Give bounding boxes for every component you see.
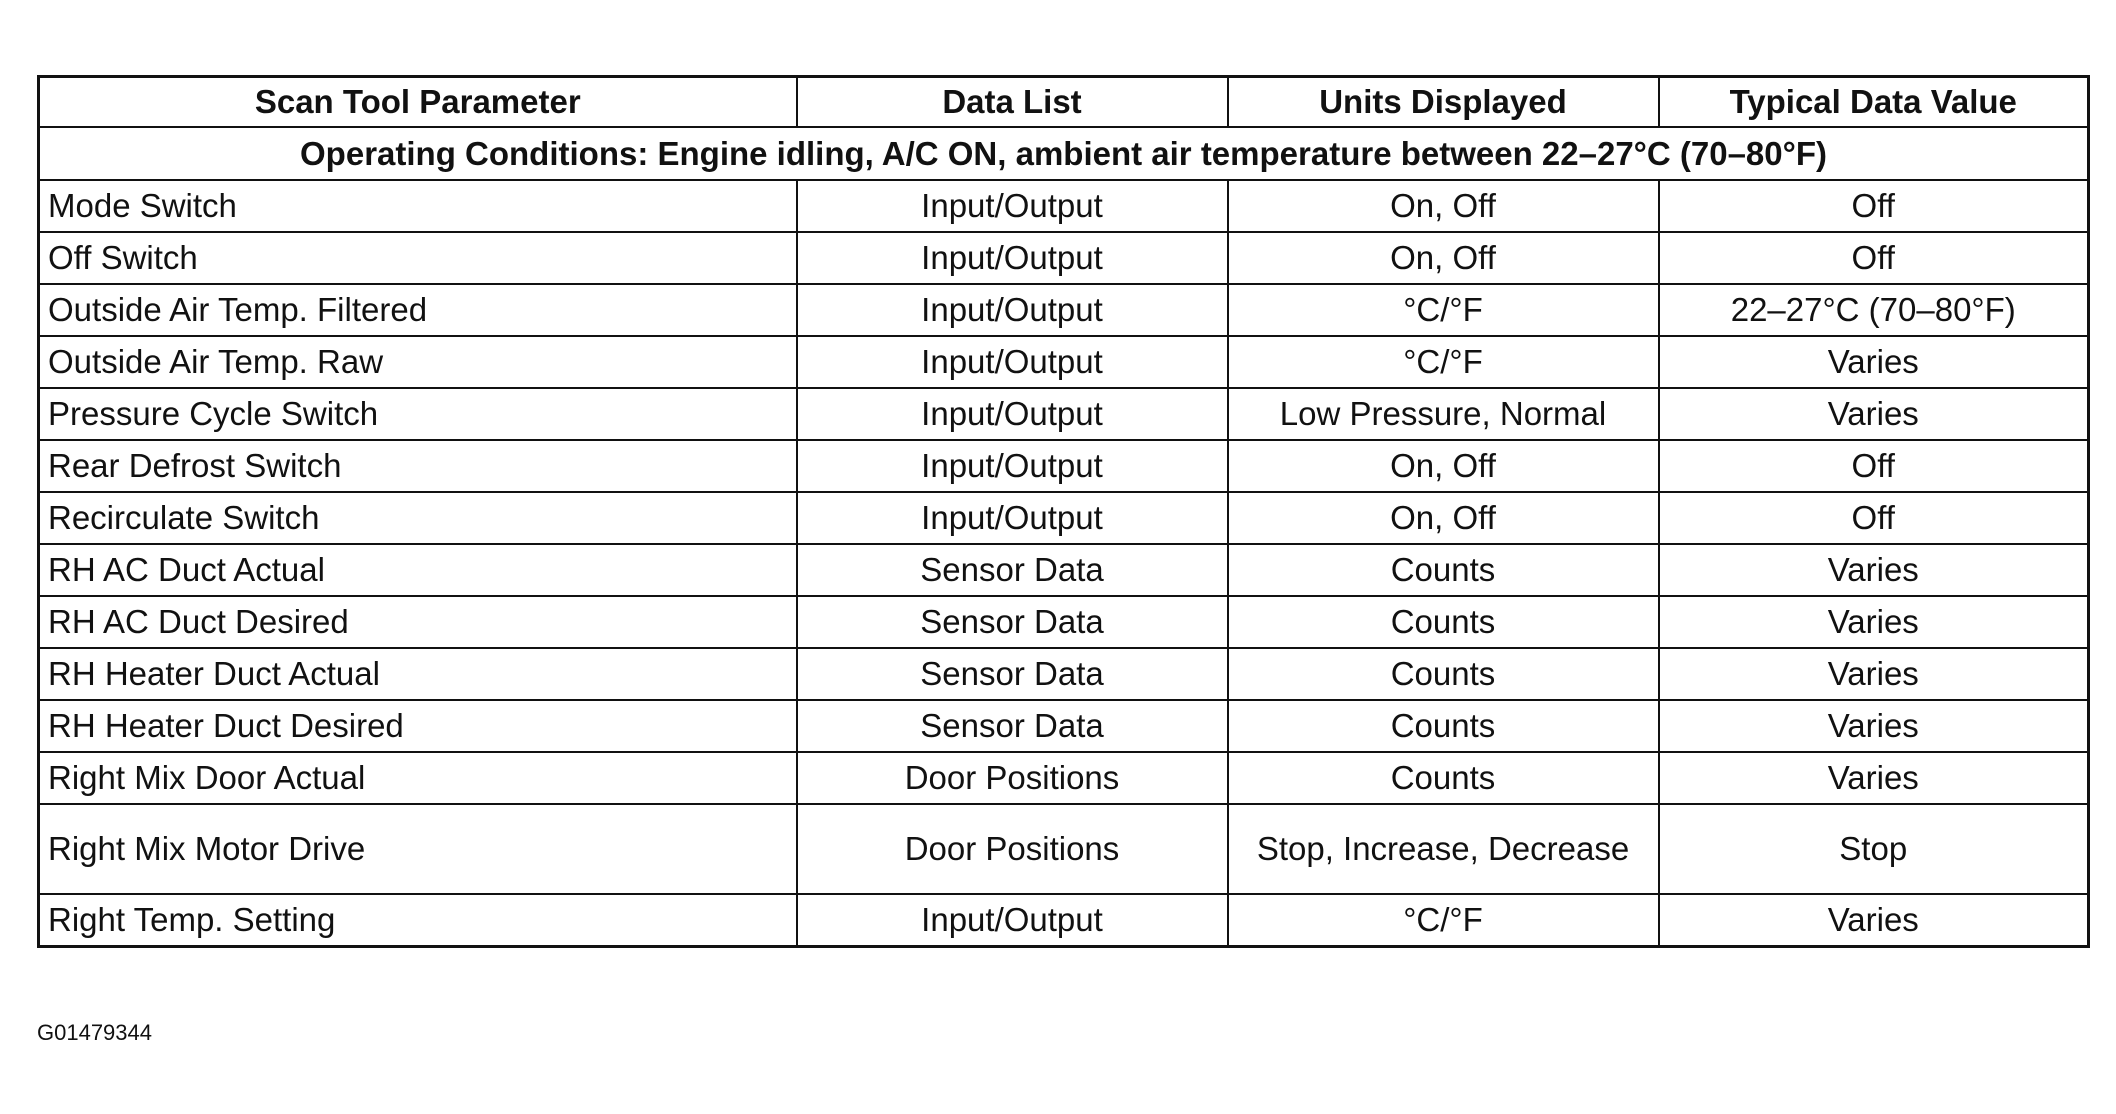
parameter-cell: RH AC Duct Actual [39,544,797,596]
parameter-cell: Right Temp. Setting [39,894,797,947]
table-row [39,492,2089,544]
units-cell: °C/°F [1228,284,1659,336]
units-cell: On, Off [1228,232,1659,284]
table-row [39,336,2089,388]
table-row [39,284,2089,336]
operating-conditions-row [39,127,2089,180]
parameter-cell: Off Switch [39,232,797,284]
typical-value-cell: Off [1659,492,2089,544]
data-list-cell: Sensor Data [797,700,1228,752]
typical-value-cell: Varies [1659,544,2089,596]
data-list-cell: Input/Output [797,284,1228,336]
data-list-cell: Input/Output [797,336,1228,388]
units-cell: Counts [1228,648,1659,700]
data-list-cell: Sensor Data [797,544,1228,596]
typical-value-cell: Varies [1659,336,2089,388]
units-cell: Stop, Increase, Decrease [1228,804,1659,894]
data-list-cell: Sensor Data [797,596,1228,648]
table-row [39,596,2089,648]
typical-value-cell: Varies [1659,596,2089,648]
data-list-cell: Input/Output [797,180,1228,232]
header-data-list: Data List [797,77,1228,128]
units-cell: On, Off [1228,180,1659,232]
table-row [39,648,2089,700]
table-row [39,752,2089,804]
parameter-cell: Outside Air Temp. Raw [39,336,797,388]
units-cell: Counts [1228,596,1659,648]
typical-value-cell: Varies [1659,752,2089,804]
units-cell: Counts [1228,700,1659,752]
typical-value-cell: Off [1659,440,2089,492]
parameter-cell: Recirculate Switch [39,492,797,544]
typical-value-cell: Varies [1659,388,2089,440]
units-cell: °C/°F [1228,894,1659,947]
typical-value-cell: Off [1659,232,2089,284]
parameter-cell: Pressure Cycle Switch [39,388,797,440]
units-cell: Counts [1228,544,1659,596]
typical-value-cell: Varies [1659,700,2089,752]
figure-id: G01479344 [37,1020,152,1045]
typical-value-cell: Varies [1659,894,2089,947]
table-row [39,388,2089,440]
parameter-cell: RH Heater Duct Actual [39,648,797,700]
data-list-cell: Door Positions [797,804,1228,894]
header-scan-tool-parameter: Scan Tool Parameter [39,77,797,128]
data-list-cell: Input/Output [797,232,1228,284]
data-list-cell: Input/Output [797,388,1228,440]
units-cell: On, Off [1228,440,1659,492]
header-units-displayed: Units Displayed [1228,77,1659,128]
table-row [39,440,2089,492]
typical-value-cell: Stop [1659,804,2089,894]
data-list-cell: Input/Output [797,894,1228,947]
parameter-cell: RH AC Duct Desired [39,596,797,648]
scan-tool-parameter-table [37,75,2090,948]
table-row [39,180,2089,232]
scan-tool-data-document [37,75,2087,948]
typical-value-cell: Varies [1659,648,2089,700]
units-cell: Low Pressure, Normal [1228,388,1659,440]
operating-conditions: Operating Conditions: Engine idling, A/C ON, ambient air temperature between 22–27°C (70–80°F) [39,127,2089,180]
parameter-cell: RH Heater Duct Desired [39,700,797,752]
units-cell: On, Off [1228,492,1659,544]
parameter-cell: Mode Switch [39,180,797,232]
units-cell: Counts [1228,752,1659,804]
typical-value-cell: 22–27°C (70–80°F) [1659,284,2089,336]
table-row [39,894,2089,947]
header-typical-data-value: Typical Data Value [1659,77,2089,128]
parameter-cell: Right Mix Motor Drive [39,804,797,894]
table-row [39,232,2089,284]
data-list-cell: Door Positions [797,752,1228,804]
table-header-row [39,77,2089,128]
parameter-cell: Outside Air Temp. Filtered [39,284,797,336]
table-row [39,804,2089,894]
data-list-cell: Sensor Data [797,648,1228,700]
table-row [39,700,2089,752]
typical-value-cell: Off [1659,180,2089,232]
parameter-cell: Rear Defrost Switch [39,440,797,492]
data-list-cell: Input/Output [797,492,1228,544]
data-list-cell: Input/Output [797,440,1228,492]
parameter-cell: Right Mix Door Actual [39,752,797,804]
units-cell: °C/°F [1228,336,1659,388]
table-row [39,544,2089,596]
